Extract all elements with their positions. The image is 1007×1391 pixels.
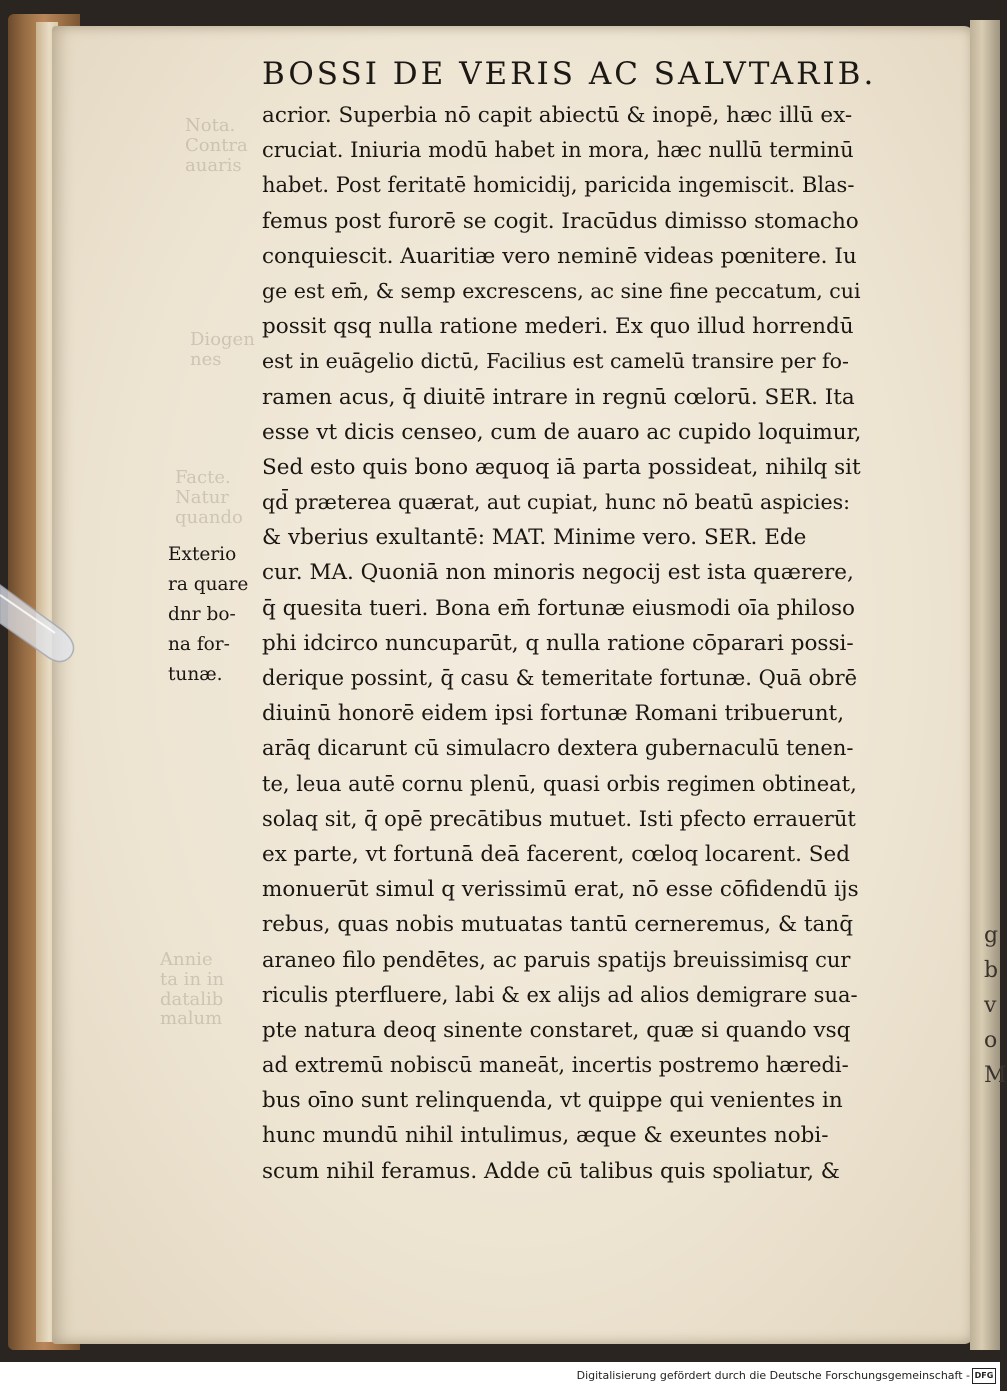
- marginal-line: tunæ.: [168, 664, 223, 685]
- text-line: femus post furorē se cogit. Iracūdus dimisso stomacho: [262, 208, 859, 234]
- text-line: hunc mundū nihil intulimus, æque & exeuntes nobi-: [262, 1123, 829, 1149]
- text-line: conquiescit. Auaritiæ vero neminē videas pœnitere. Iu: [262, 243, 857, 269]
- text-line: esse vt dicis censeo, cum de auaro ac cupido loquimur,: [262, 419, 862, 445]
- text-line: bus oīno sunt relinquenda, vt quippe qui venientes in: [262, 1088, 843, 1114]
- text-line: monuerūt simul q verissimū erat, nō esse cōfidendū ijs: [262, 877, 859, 903]
- show-through-text: Nota. Contra auaris: [185, 115, 248, 176]
- text-line: est in euāgelio dictū, Facilius est camelū transire per fo-: [262, 349, 849, 374]
- text-line: ex parte, vt fortunā deā facerent, cœloq locarent. Sed: [262, 841, 850, 867]
- text-line: ramen acus, q̄ diuitē intrare in regnū cœlorū. SER. Ita: [262, 384, 855, 410]
- text-line: arāq dicarunt cū simulacro dextera gubernaculū tenen-: [262, 736, 854, 761]
- marginal-line: Exterio: [168, 544, 237, 565]
- show-through-text: Facte. Natur quando: [175, 467, 243, 528]
- text-line: solaq sit, q̄ opē precātibus mutuet. Isti pfecto errauerūt: [262, 806, 856, 831]
- text-line: qd̄ præterea quærat, aut cupiat, hunc nō beatū aspicies:: [262, 490, 851, 515]
- show-through-text: Annie ta in in datalib malum: [160, 949, 225, 1030]
- text-line: scum nihil feramus. Adde cū talibus quis spoliatur, &: [262, 1158, 840, 1184]
- text-line: pte natura deoq sinente constaret, quæ si quando vsq: [262, 1017, 851, 1043]
- text-line: habet. Post feritatē homicidij, paricida ingemiscit. Blas-: [262, 173, 855, 198]
- text-line: derique possint, q̄ casu & temeritate fortunæ. Quā obrē: [262, 666, 858, 690]
- text-line: q̄ quesita tueri. Bona em̄ fortunæ eiusmodi oīa philoso: [262, 595, 855, 621]
- text-line: araneo filo pendētes, ac paruis spatijs breuissimisq cur: [262, 947, 851, 972]
- facing-page-edge: g b v o M: [970, 20, 1000, 1350]
- running-title: BOSSI DE VERIS AC SALVTARIB.: [262, 56, 877, 92]
- text-line: Sed esto quis bono æquoq iā parta possideat, nihilq sit: [262, 454, 861, 480]
- text-line: phi idcirco nuncuparūt, q nulla ratione cōparari possi-: [262, 630, 854, 656]
- marginal-note: [168, 540, 263, 690]
- text-line: possit qsq nulla ratione mederi. Ex quo illud horrendū: [262, 314, 854, 340]
- text-line: ad extremū nobiscū maneāt, incertis postremo hæredi-: [262, 1053, 849, 1078]
- text-line: riculis pterfluere, labi & ex alijs ad alios demigrare sua-: [262, 982, 858, 1007]
- dfg-logo: DFG: [972, 1368, 996, 1384]
- text-line: cur. MA. Quoniā non minoris negocij est ista quærere,: [262, 560, 854, 586]
- text-line: & vberius exultantē: MAT. Minime vero. SER. Ede: [262, 525, 807, 551]
- text-line: rebus, quas nobis mutuatas tantū cerneremus, & tanq̄: [262, 912, 853, 938]
- text-line: ge est em̄, & semp excrescens, ac sine fine peccatum, cui: [262, 278, 861, 303]
- text-line: diuinū honorē eidem ipsi fortunæ Romani tribuerunt,: [262, 701, 845, 727]
- marginal-line: ra quare: [168, 574, 249, 595]
- text-line: acrior. Superbia nō capit abiectū & inopē, hæc illū ex-: [262, 103, 853, 128]
- page-holder-clip: [0, 575, 90, 665]
- funding-credit: Digitalisierung gefördert durch die Deutsche Forschungsgemeinschaft -: [576, 1369, 970, 1382]
- marginal-line: dnr bo-: [168, 604, 236, 625]
- text-line: cruciat. Iniuria modū habet in mora, hæc nullū terminū: [262, 138, 854, 163]
- show-through-text: Diogen nes: [190, 329, 255, 370]
- body-text: [262, 98, 862, 1189]
- marginal-line: na for-: [168, 634, 230, 655]
- footer-bar: [0, 1362, 1000, 1391]
- text-line: te, leua autē cornu plenū, quasi orbis regimen obtineat,: [262, 771, 857, 796]
